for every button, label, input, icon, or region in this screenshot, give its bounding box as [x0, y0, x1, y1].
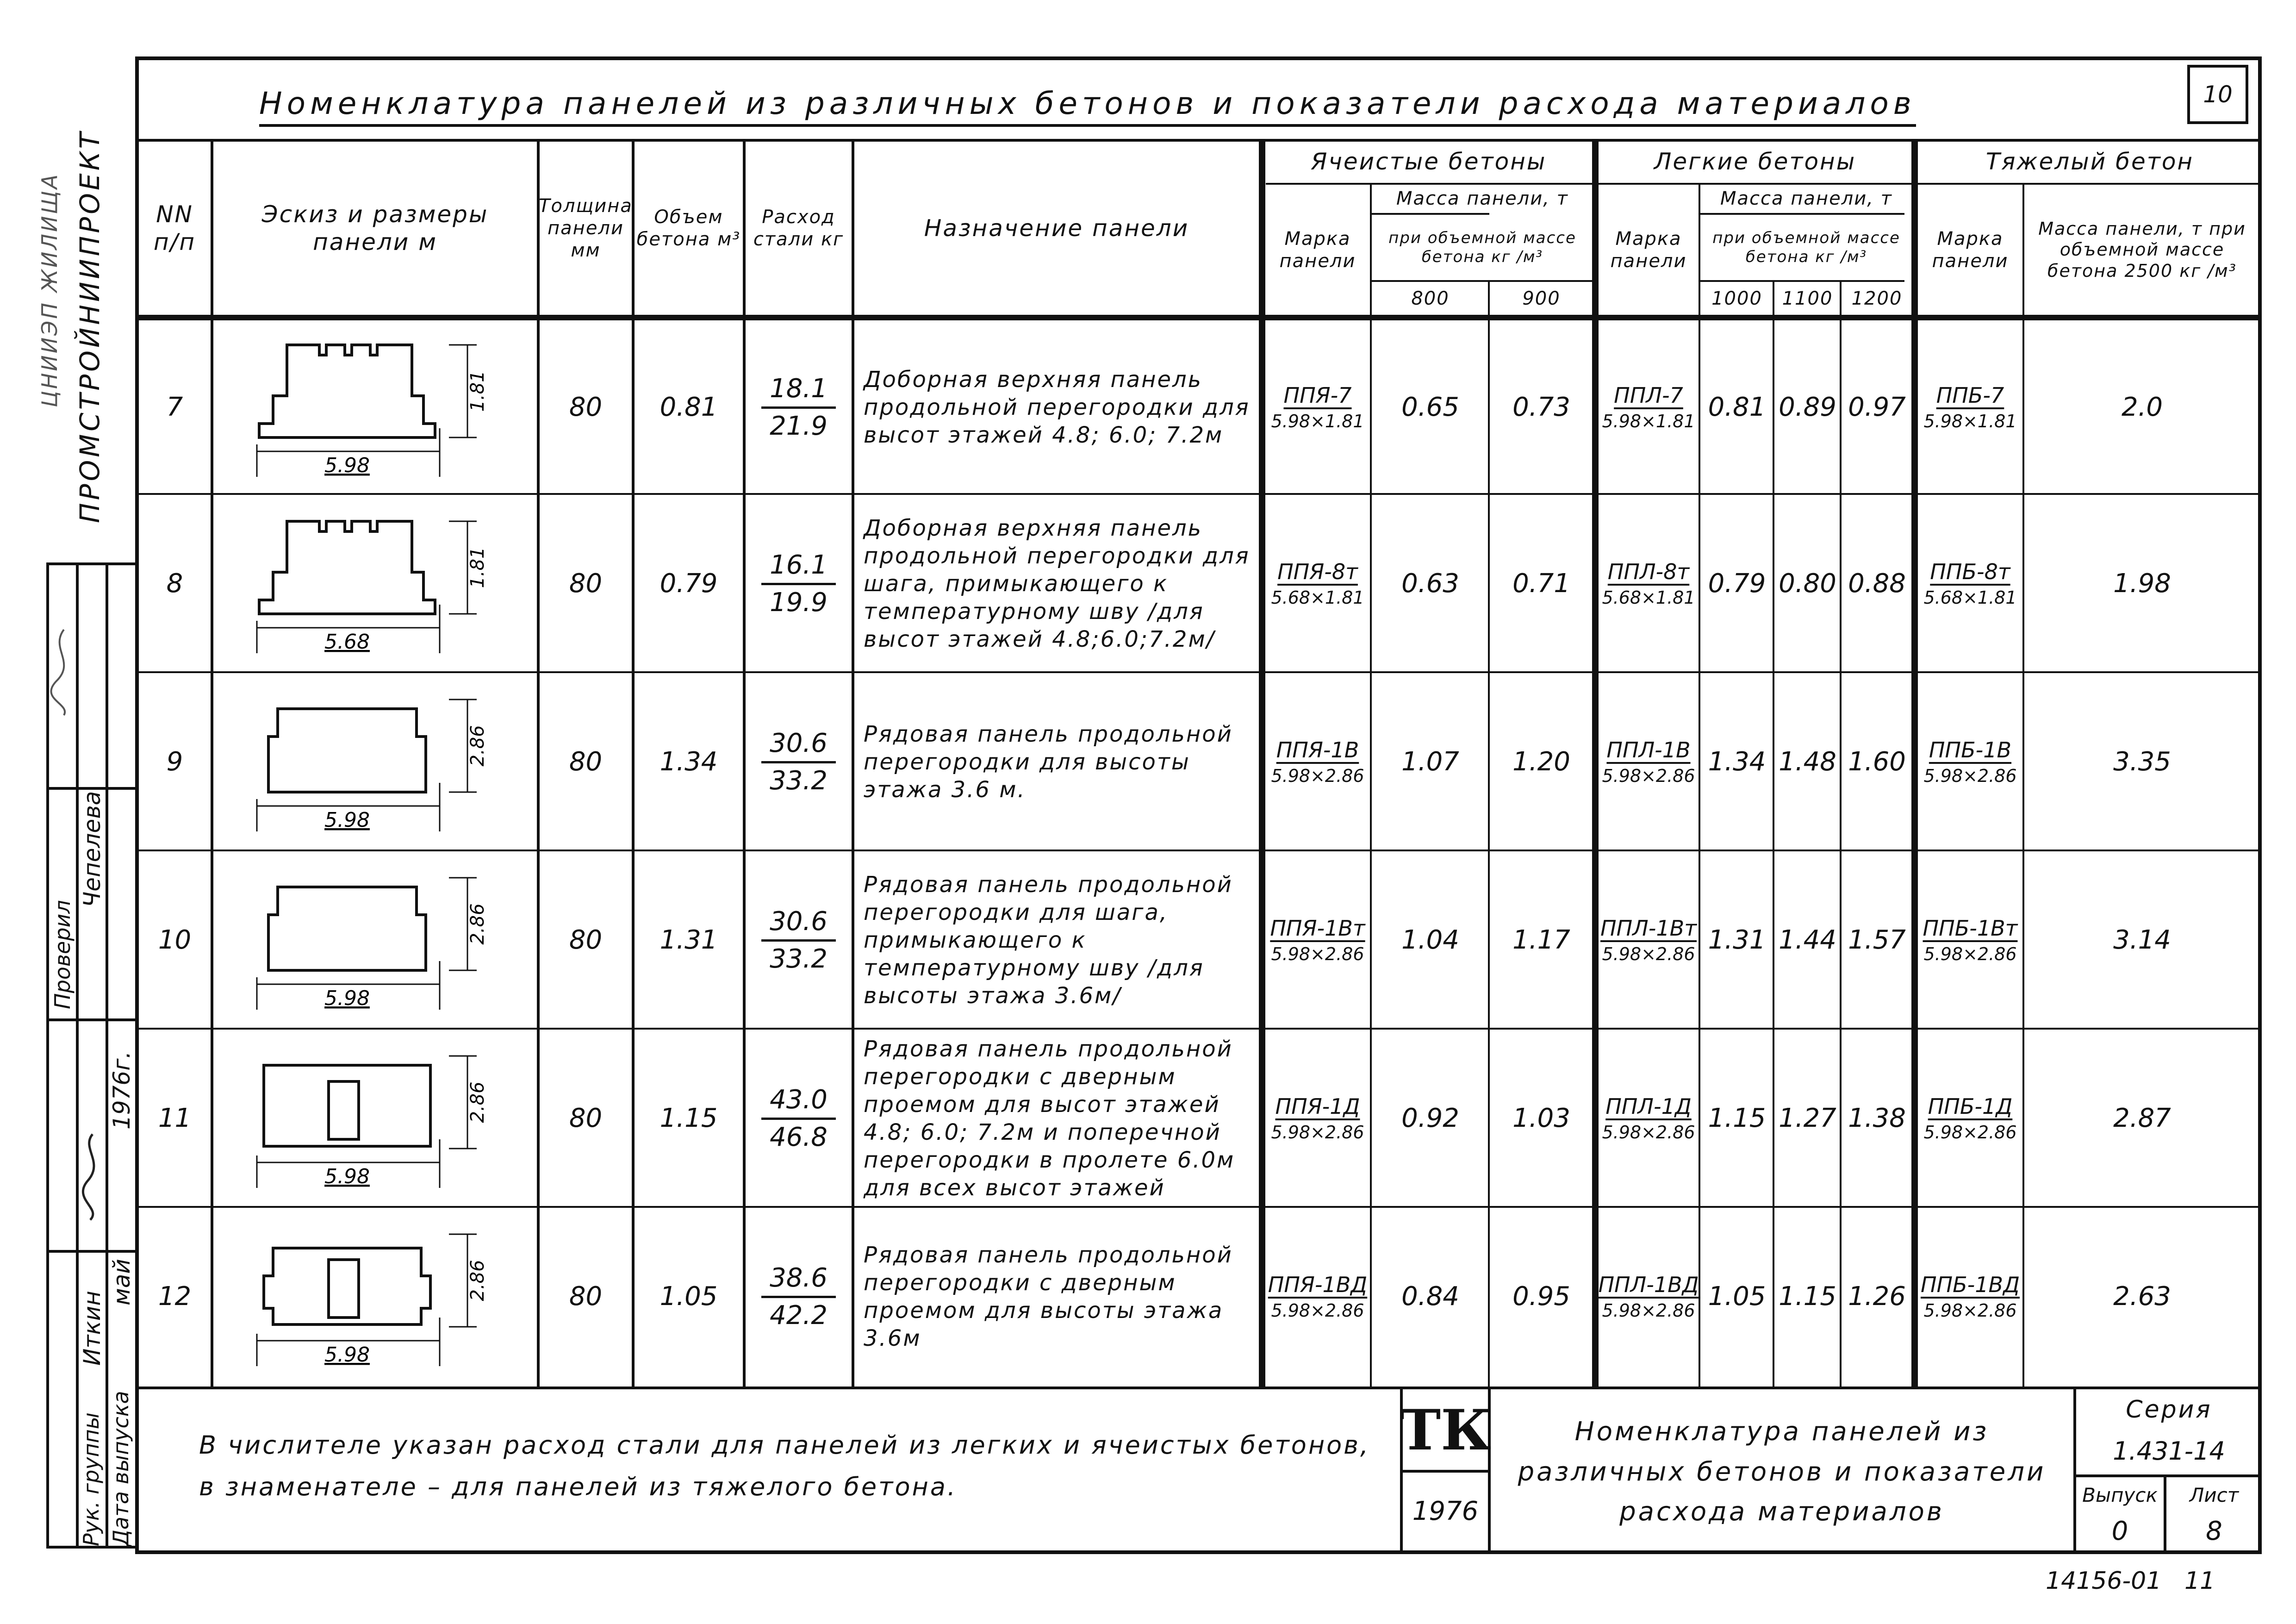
- light-mark-code: ППЛ-1В: [1606, 737, 1691, 763]
- panel-sketch: [218, 326, 532, 488]
- header-cell-density: при объемной массе бетона кг /м³: [1388, 228, 1576, 266]
- header-light-density: при объемной массе бетона кг /м³: [1712, 228, 1900, 266]
- header-heavy-mark: Марка панели: [1932, 228, 2009, 272]
- volume-value: 0.81: [660, 392, 718, 423]
- doc-code: 14156-01: [2046, 1567, 2162, 1595]
- steel-denominator: 33.2: [770, 765, 828, 796]
- heavy-mark: [1918, 319, 2022, 495]
- steel-denominator: 42.2: [770, 1300, 828, 1330]
- row-number: 11: [158, 1103, 192, 1134]
- header-cell-density-1: 800: [1411, 288, 1450, 309]
- header-heavy-mass: Масса панели, т при объемной массе бетона 2500 кг /м³: [2038, 218, 2246, 281]
- light-mark-code: ППЛ-1ВД: [1598, 1272, 1699, 1298]
- light-mark-code: ППЛ-1Д: [1605, 1094, 1692, 1119]
- thickness-value: 80: [569, 568, 603, 599]
- panel-sketch: [218, 503, 532, 665]
- steel-denominator: 21.9: [770, 411, 828, 441]
- cellular-mark-code: ППЯ-8т: [1277, 559, 1358, 585]
- cellular-mass-800: 0.65: [1401, 392, 1459, 423]
- side-stamp-sep: [46, 1250, 135, 1253]
- height-dimension: 2.86: [467, 1081, 488, 1123]
- header-light-mark: Марка панели: [1610, 228, 1687, 272]
- heavy-mark-code: ППБ-1Вт: [1923, 916, 2018, 941]
- cellular-mass-900: 1.03: [1512, 1103, 1570, 1134]
- heavy-mark-size: 5.98×2.86: [1923, 1300, 2017, 1321]
- purpose-text: Рядовая панель продольной перегородки для высоты этажа 3.6 м.: [864, 721, 1233, 803]
- series-label: Серия: [2126, 1395, 2212, 1424]
- thickness-value: 80: [569, 392, 603, 423]
- light-mark-code: ППЛ-1Вт: [1600, 916, 1697, 941]
- cellular-mark: [1265, 674, 1370, 850]
- row-number: 10: [158, 925, 192, 956]
- row-number: 9: [166, 747, 183, 777]
- header-light: Легкие бетоны: [1654, 148, 1856, 175]
- door-opening: [329, 1081, 359, 1139]
- header-cell-density-2: 900: [1522, 288, 1561, 309]
- cellular-mass-800: 1.04: [1401, 925, 1459, 956]
- light-mass-1200: 1.38: [1848, 1103, 1906, 1134]
- light-mass-1100: 0.89: [1779, 392, 1836, 423]
- col-line: [2022, 183, 2024, 1387]
- signature: [50, 625, 78, 718]
- side-org: ПРОМСТРОЙНИИПРОЕКТ: [74, 129, 106, 523]
- col-line: [1488, 280, 1490, 1387]
- col-line-double: [1592, 139, 1599, 1387]
- heavy-mark: [1918, 674, 2022, 850]
- cellular-mass-900: 1.17: [1512, 925, 1570, 956]
- col-line: [1773, 280, 1774, 1387]
- issue-label: Выпуск: [2082, 1483, 2158, 1506]
- thickness-value: 80: [569, 1103, 603, 1134]
- side-name-1: Иткин: [79, 1291, 106, 1366]
- heavy-mark: [1918, 496, 2022, 672]
- steel-fraction: [761, 550, 836, 618]
- light-mass-1000: 0.79: [1708, 568, 1766, 599]
- cellular-mark: [1265, 496, 1370, 672]
- height-dimension: 2.86: [467, 903, 488, 945]
- table-bottom-line: [135, 1387, 2262, 1389]
- col-line-double: [1911, 139, 1918, 1387]
- light-mass-1100: 1.44: [1779, 925, 1836, 956]
- panel-sketch: [218, 1037, 532, 1199]
- side-role-head: Рук. группы: [79, 1412, 104, 1546]
- header-volume: Объем бетона м³: [636, 206, 741, 250]
- height-dimension: 1.81: [467, 547, 488, 588]
- thickness-value: 80: [569, 1281, 603, 1312]
- volume-value: 1.15: [660, 1103, 718, 1134]
- steel-denominator: 19.9: [770, 587, 828, 618]
- panel-outline: [268, 709, 426, 792]
- header-heavy: Тяжелый бетон: [1985, 148, 2194, 175]
- steel-fraction: [761, 906, 836, 974]
- height-dimension: 2.86: [467, 1260, 488, 1301]
- purpose-text: Рядовая панель продольной перегородки для шага, примыкающего к температурному шву /для высоты этажа 3.6м/: [864, 872, 1233, 1009]
- height-dimension: 2.86: [467, 725, 488, 767]
- light-mass-1200: 0.97: [1848, 392, 1906, 423]
- width-dimension: 5.98: [324, 808, 370, 832]
- steel-cell: [746, 496, 852, 672]
- heavy-mark-size: 5.98×2.86: [1923, 944, 2017, 965]
- steel-cell: [746, 852, 852, 1028]
- light-mass-1100: 1.48: [1779, 747, 1836, 777]
- light-mass-1000: 1.15: [1708, 1103, 1766, 1134]
- side-name-2: Чепелева: [79, 791, 106, 907]
- header-cell-mark: Марка панели: [1279, 228, 1356, 272]
- cellular-mark-code: ППЯ-1Д: [1275, 1094, 1360, 1119]
- stamp-year: 1976: [1412, 1496, 1479, 1527]
- panel-sketch: [218, 1216, 532, 1378]
- cellular-mark-size: 5.98×2.86: [1271, 1122, 1364, 1143]
- col-line: [1370, 183, 1372, 1387]
- light-mark-size: 5.98×2.86: [1602, 944, 1695, 965]
- light-mass-1200: 0.88: [1848, 568, 1906, 599]
- cellular-mark-code: ППЯ-1В: [1276, 737, 1359, 763]
- sheet-label: Лист: [2189, 1483, 2239, 1506]
- volume-value: 1.05: [660, 1281, 718, 1312]
- heavy-mass-2500: 3.35: [2113, 747, 2171, 777]
- col-line: [211, 139, 213, 1387]
- row-number: 12: [158, 1281, 192, 1312]
- page-title: Номенклатура панелей из различных бетонов и показатели расхода материалов: [259, 86, 1916, 127]
- heavy-mark-size: 5.98×1.81: [1923, 411, 2017, 432]
- side-month: май: [108, 1259, 135, 1305]
- cellular-mark-code: ППЯ-1ВД: [1268, 1272, 1368, 1298]
- heavy-mass-2500: 3.14: [2113, 925, 2171, 956]
- heavy-mass-2500: 2.63: [2113, 1281, 2171, 1312]
- steel-denominator: 33.2: [770, 943, 828, 974]
- thickness-value: 80: [569, 925, 603, 956]
- issue-value: 0: [2111, 1516, 2128, 1546]
- heavy-mark: [1918, 1209, 2022, 1385]
- header-light-mass: Масса панели, т: [1720, 188, 1892, 209]
- steel-cell: [746, 1031, 852, 1206]
- side-stamp-sep: [46, 1018, 135, 1021]
- steel-numerator: 38.6: [761, 1262, 836, 1298]
- light-mass-1200: 1.60: [1848, 747, 1906, 777]
- light-mark: [1599, 496, 1699, 672]
- light-mass-1100: 1.27: [1779, 1103, 1836, 1134]
- heavy-mass-2500: 1.98: [2113, 568, 2171, 599]
- thickness-value: 80: [569, 747, 603, 777]
- side-role-date: Дата выпуска: [108, 1391, 133, 1546]
- tk-logo: ТК: [1399, 1398, 1492, 1463]
- stamp-line: [2073, 1474, 2262, 1477]
- light-mark: [1599, 1209, 1699, 1385]
- height-dimension: 1.81: [467, 370, 488, 412]
- cellular-mark-size: 5.98×2.86: [1271, 766, 1364, 787]
- steel-fraction: [761, 1084, 836, 1152]
- door-opening: [329, 1260, 359, 1318]
- light-mark-size: 5.98×1.81: [1602, 411, 1695, 432]
- light-mark-size: 5.98×2.86: [1602, 766, 1695, 787]
- light-mark: [1599, 852, 1699, 1028]
- steel-numerator: 30.6: [761, 728, 836, 763]
- header-cellular: Ячеистые бетоны: [1311, 148, 1547, 175]
- width-dimension: 5.98: [324, 454, 370, 477]
- steel-fraction: [761, 373, 836, 441]
- steel-denominator: 46.8: [770, 1122, 828, 1152]
- footnote-line-2: в знаменателе – для панелей из тяжелого бетона.: [199, 1472, 958, 1501]
- cellular-mark: [1265, 319, 1370, 495]
- light-mass-1200: 1.57: [1848, 925, 1906, 956]
- light-mark-size: 5.68×1.81: [1602, 587, 1695, 608]
- panel-outline: [264, 1065, 430, 1146]
- light-mass-1000: 0.81: [1708, 392, 1766, 423]
- side-year: 1976г.: [108, 1051, 135, 1130]
- heavy-mass-2500: 2.0: [2121, 392, 2163, 423]
- cellular-mark: [1265, 1209, 1370, 1385]
- cellular-mass-900: 0.73: [1512, 392, 1570, 423]
- header-subline: [1370, 280, 1592, 282]
- header-purpose: Назначение панели: [924, 214, 1189, 242]
- cellular-mass-900: 1.20: [1512, 747, 1570, 777]
- panel-sketch: [218, 681, 532, 843]
- heavy-mark: [1918, 852, 2022, 1028]
- cellular-mass-800: 0.92: [1401, 1103, 1459, 1134]
- light-mark: [1599, 674, 1699, 850]
- steel-cell: [746, 319, 852, 495]
- header-light-density-3: 1200: [1851, 288, 1903, 309]
- light-mark: [1599, 319, 1699, 495]
- steel-numerator: 18.1: [761, 373, 836, 408]
- purpose-text: Доборная верхняя панель продольной перегородки для шага, примыкающего к температурному шву /для высот этажей 4.8;6.0;7.2м/: [864, 515, 1250, 652]
- cellular-mark-size: 5.98×2.86: [1271, 944, 1364, 965]
- cellular-mass-800: 0.84: [1401, 1281, 1459, 1312]
- width-dimension: 5.68: [324, 630, 370, 654]
- light-mass-1000: 1.34: [1708, 747, 1766, 777]
- series-value: 1.431-14: [2113, 1436, 2225, 1466]
- light-mark: [1599, 1031, 1699, 1206]
- heavy-mark: [1918, 1031, 2022, 1206]
- panel-outline: [259, 521, 435, 614]
- light-mark-size: 5.98×2.86: [1602, 1122, 1695, 1143]
- cellular-mark: [1265, 1031, 1370, 1206]
- cellular-mass-800: 0.63: [1401, 568, 1459, 599]
- steel-fraction: [761, 1262, 836, 1330]
- light-mass-1200: 1.26: [1848, 1281, 1906, 1312]
- panel-outline: [268, 887, 426, 970]
- steel-numerator: 16.1: [761, 550, 836, 585]
- header-subline: [1699, 280, 1904, 282]
- heavy-mark-size: 5.98×2.86: [1923, 1122, 2017, 1143]
- side-stamp-sep: [46, 787, 135, 790]
- side-org-top: ЦНИИЭП ЖИЛИЩА: [37, 172, 62, 407]
- header-light-density-2: 1100: [1782, 288, 1833, 309]
- width-dimension: 5.98: [324, 1165, 370, 1188]
- header-light-density-1: 1000: [1711, 288, 1762, 309]
- heavy-mark-code: ППБ-8т: [1930, 559, 2010, 585]
- heavy-mark-code: ППБ-1В: [1929, 737, 2012, 763]
- light-mass-1000: 1.05: [1708, 1281, 1766, 1312]
- header-sketch: Эскиз и размеры панели м: [261, 200, 489, 256]
- heavy-mass-2500: 2.87: [2113, 1103, 2171, 1134]
- header-cell-mass: Масса панели, т: [1396, 188, 1568, 209]
- cellular-mass-800: 1.07: [1401, 747, 1459, 777]
- header-steel: Расход стали кг: [753, 206, 844, 250]
- purpose-text: Рядовая панель продольной перегородки с дверным проемом для высот этажей 4.8; 6.0; 7.2м и поперечной перегородки в пролете 6.0м для всех высот этажей: [864, 1036, 1235, 1201]
- width-dimension: 5.98: [324, 987, 370, 1010]
- heavy-mark-code: ППБ-1ВД: [1920, 1272, 2020, 1298]
- corner-sheet-number: 10: [2187, 65, 2248, 124]
- panel-outline: [259, 345, 435, 437]
- light-mark-code: ППЛ-8т: [1607, 559, 1690, 585]
- page-number: 11: [2184, 1567, 2215, 1595]
- col-line: [1699, 183, 1700, 1387]
- steel-numerator: 43.0: [761, 1084, 836, 1119]
- heavy-mark-code: ППБ-7: [1936, 383, 2004, 408]
- stamp-title: Номенклатура панелей из различных бетонов и показатели расхода материалов: [1518, 1416, 2046, 1527]
- volume-value: 0.79: [660, 568, 718, 599]
- volume-value: 1.34: [660, 747, 718, 777]
- purpose-text: Рядовая панель продольной перегородки с дверным проемом для высоты этажа 3.6м: [864, 1242, 1233, 1351]
- volume-value: 1.31: [660, 925, 718, 956]
- light-mass-1000: 1.31: [1708, 925, 1766, 956]
- row-number: 7: [166, 392, 183, 423]
- light-mark-code: ППЛ-7: [1614, 383, 1683, 408]
- cellular-mass-900: 0.71: [1512, 568, 1570, 599]
- light-mass-1100: 1.15: [1779, 1281, 1836, 1312]
- light-mark-size: 5.98×2.86: [1602, 1300, 1695, 1321]
- footnote-line-1: В числителе указан расход стали для панелей из легких и ячеистых бетонов,: [199, 1430, 1370, 1460]
- heavy-mark-size: 5.98×2.86: [1923, 766, 2017, 787]
- panel-sketch: [218, 859, 532, 1021]
- col-line: [1840, 280, 1842, 1387]
- sheet-value: 8: [2206, 1516, 2222, 1546]
- steel-cell: [746, 674, 852, 850]
- purpose-text: Доборная верхняя панель продольной перегородки для высот этажей 4.8; 6.0; 7.2м: [864, 367, 1250, 448]
- width-dimension: 5.98: [324, 1343, 370, 1367]
- header-thickness: Толщина панели мм: [539, 195, 633, 261]
- cellular-mark-size: 5.98×1.81: [1271, 411, 1364, 432]
- steel-numerator: 30.6: [761, 906, 836, 941]
- cellular-mark-size: 5.68×1.81: [1271, 587, 1364, 608]
- signature: [79, 1130, 106, 1222]
- heavy-mark-size: 5.68×1.81: [1923, 587, 2017, 608]
- cellular-mark-code: ППЯ-7: [1283, 383, 1352, 408]
- steel-fraction: [761, 728, 836, 796]
- light-mass-1100: 0.80: [1779, 568, 1836, 599]
- cellular-mark: [1265, 852, 1370, 1028]
- cellular-mark-size: 5.98×2.86: [1271, 1300, 1364, 1321]
- steel-cell: [746, 1209, 852, 1385]
- cellular-mass-900: 0.95: [1512, 1281, 1570, 1312]
- header-num: NN п/п: [153, 200, 196, 256]
- heavy-mark-code: ППБ-1Д: [1928, 1094, 2013, 1119]
- row-number: 8: [166, 568, 183, 599]
- side-role-check: Проверил: [50, 900, 75, 1009]
- cellular-mark-code: ППЯ-1Вт: [1270, 916, 1365, 941]
